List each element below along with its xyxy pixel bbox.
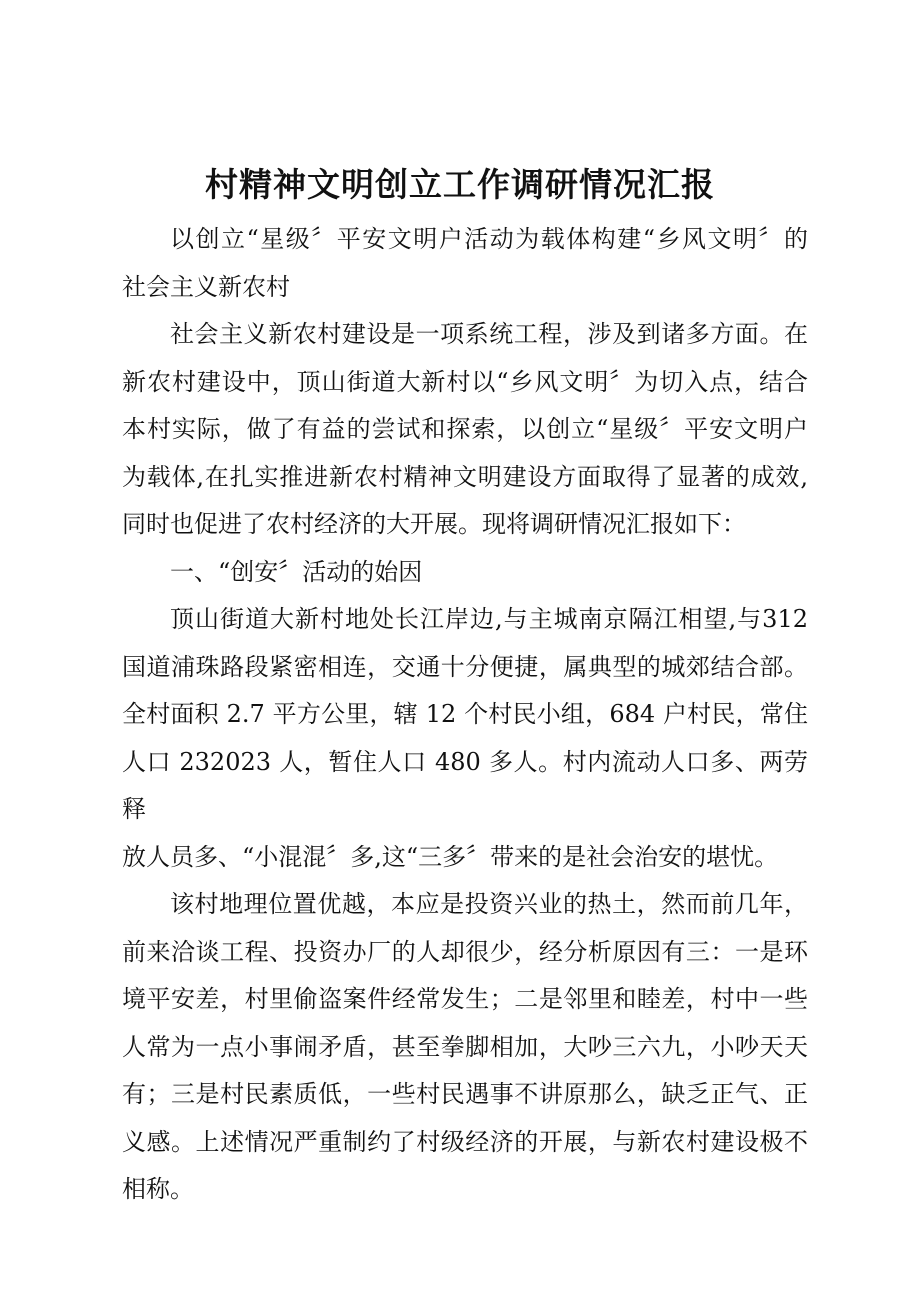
paragraph-line: 前来洽谈工程、投资办厂的人却很少，经分析原因有三：一是环 [122,937,808,966]
paragraph-line: 人口 232023 人，暂住人口 480 多人。村内流动人口多、两劳释 [122,747,808,823]
document-title: 村精神文明创立工作调研情况汇报 [205,165,715,204]
intro-paragraph [122,311,808,549]
paragraph-line: 为载体,在扎实推进新农村精神文明建设方面取得了显著的成效, [122,462,808,491]
paragraph-line: 顶山街道大新村地处长江岸边,与主城南京隔江相望,与312 [170,605,808,633]
paragraph-line: 新农村建设中，顶山街道大新村以“乡风文明〞为切入点，结合 [122,367,808,396]
paragraph-line: 有；三是村民素质低，一些村民遇事不讲原那么，缺乏正气、正 [122,1080,808,1108]
paragraph-line: 人常为一点小事闹矛盾，甚至拳脚相加，大吵三六九，小吵天天 [122,1032,808,1061]
paragraph-line: 该村地理位置优越，本应是投资兴业的热土，然而前几年， [170,890,808,918]
paragraph-line: 义感。上述情况严重制约了村级经济的开展，与新农村建设极不 [122,1127,808,1156]
paragraph-line: 本村实际，做了有益的尝试和探索，以创立“星级〞平安文明户 [122,415,808,443]
document-body [122,216,808,1214]
section-heading [122,549,808,597]
paragraph-line: 放人员多、“小混混〞多,这“三多〞带来的是社会治安的堪忧。 [122,842,779,871]
paragraph-line: 相称。 [122,1175,194,1203]
paragraph-line: 全村面积 2.7 平方公里，辖 12 个村民小组，684 户村民，常住 [122,700,808,728]
paragraph-line: 同时也促进了农村经济的大开展。现将调研情况汇报如下： [122,510,746,538]
paragraph-line: 社会主义新农村 [122,272,290,301]
paragraph-line: 以创立“星级〞平安文明户活动为载体构建“乡风文明〞的 [170,225,808,253]
section-heading-text: 一、“创安〞活动的始因 [170,557,423,586]
section-1-paragraph-2 [122,881,808,1214]
subtitle-paragraph [122,216,808,311]
paragraph-line: 国道浦珠路段紧密相连，交通十分便捷，属典型的城郊结合部。 [122,652,808,681]
paragraph-line: 社会主义新农村建设是一项系统工程，涉及到诸多方面。在 [170,320,808,348]
section-1-paragraph-1 [122,596,808,881]
paragraph-line: 境平安差，村里偷盗案件经常发生；二是邻里和睦差，村中一些 [122,985,808,1013]
